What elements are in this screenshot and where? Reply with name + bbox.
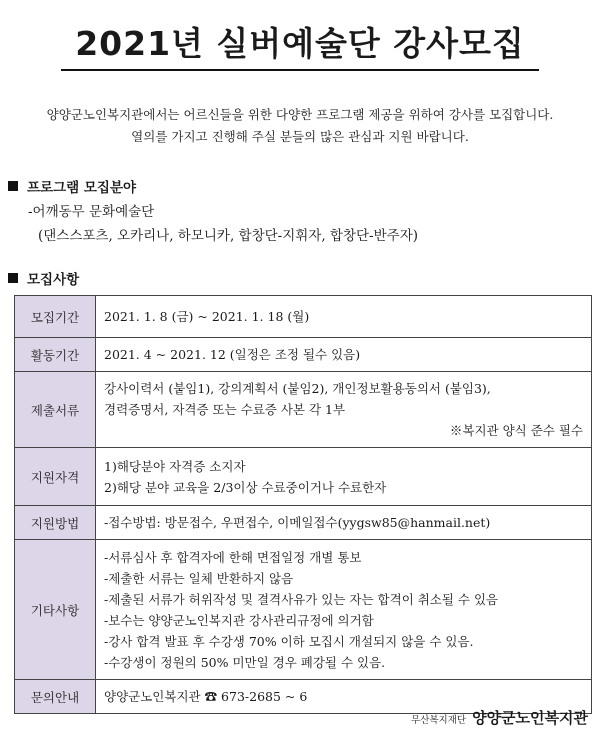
- table-row-method: [15, 506, 592, 540]
- documents-label: 제출서류: [15, 372, 96, 448]
- qualification-line-1: 1)해당분야 자격증 소지자: [104, 458, 246, 474]
- recruit-section-heading: [8, 268, 79, 288]
- etc-label: 기타사항: [15, 540, 96, 680]
- program-line-2: (댄스스포츠, 오카리나, 하모니카, 합창단-지휘자, 합창단-반주자): [38, 228, 419, 244]
- period-label: 모집기간: [15, 296, 96, 338]
- activity-label: 활동기간: [15, 338, 96, 372]
- etc-line: -강사 합격 발표 후 수강생 70% 이하 모집시 개설되지 않을 수 있음.: [104, 633, 474, 649]
- intro-line-1: 양양군노인복지관에서는 어르신들을 위한 다양한 프로그램 제공을 위하여 강사를 모집합니다.: [46, 107, 554, 122]
- documents-line-1: 강사이력서 (붙임1), 강의계획서 (붙임2), 개인정보활용동의서 (붙임3),: [104, 381, 491, 396]
- recruit-section-title: 모집사항: [27, 272, 80, 288]
- page-title: 2021년 실버예술단 강사모집: [61, 18, 539, 71]
- etc-line: -제출한 서류는 일체 반환하지 않음: [104, 570, 294, 586]
- etc-value: [96, 540, 592, 680]
- method-label: 지원방법: [15, 506, 96, 540]
- intro-line-2: 열의를 가지고 진행해 주실 분들의 많은 관심과 지원 바랍니다.: [131, 129, 469, 144]
- program-section-title: 프로그램 모집분야: [27, 180, 137, 196]
- table-row-activity: [15, 338, 592, 372]
- intro-text: [0, 104, 600, 148]
- recruit-table: [14, 295, 592, 714]
- table-row-qualification: [15, 448, 592, 506]
- table-row-etc: [15, 540, 592, 680]
- qualification-label: 지원자격: [15, 448, 96, 506]
- table-row-documents: [15, 372, 592, 448]
- organization-name: 양양군노인복지관: [472, 709, 588, 727]
- method-value: -접수방법: 방문접수, 우편접수, 이메일접수(yygsw85@hanmail.net): [96, 506, 592, 540]
- square-bullet-icon: [8, 273, 18, 283]
- foundation-name: 무산복지재단: [411, 715, 467, 726]
- etc-line: -서류심사 후 합격자에 한해 면접일정 개별 통보: [104, 549, 362, 565]
- program-section-heading: [8, 176, 136, 196]
- square-bullet-icon: [8, 181, 18, 191]
- documents-line-2: 경력증명서, 자격증 또는 수료증 사본 각 1부: [104, 402, 346, 417]
- documents-note: ※복지관 양식 준수 필수: [449, 423, 583, 438]
- table-row-period: [15, 296, 592, 338]
- period-value: 2021. 1. 8 (금) ~ 2021. 1. 18 (월): [96, 296, 592, 338]
- activity-value: 2021. 4 ~ 2021. 12 (일정은 조정 될수 있음): [96, 338, 592, 372]
- footer: [411, 707, 588, 728]
- documents-value: [96, 372, 592, 448]
- etc-line: -수강생이 정원의 50% 미만일 경우 폐강될 수 있음.: [104, 654, 386, 670]
- qualification-value: [96, 448, 592, 506]
- title-container: [0, 18, 600, 71]
- qualification-line-2: 2)해당 분야 교육을 2/3이상 수료중이거나 수료한자: [104, 479, 387, 495]
- program-line-1: -어깨동무 문화예술단: [28, 204, 155, 220]
- etc-line: -제출된 서류가 허위작성 및 결격사유가 있는 자는 합격이 취소될 수 있음: [104, 591, 499, 607]
- etc-line: -보수는 양양군노인복지관 강사관리규정에 의거함: [104, 612, 374, 628]
- contact-label: 문의안내: [15, 680, 96, 714]
- contact-value: 양양군노인복지관 ☎ 673-2685 ~ 6: [96, 680, 592, 714]
